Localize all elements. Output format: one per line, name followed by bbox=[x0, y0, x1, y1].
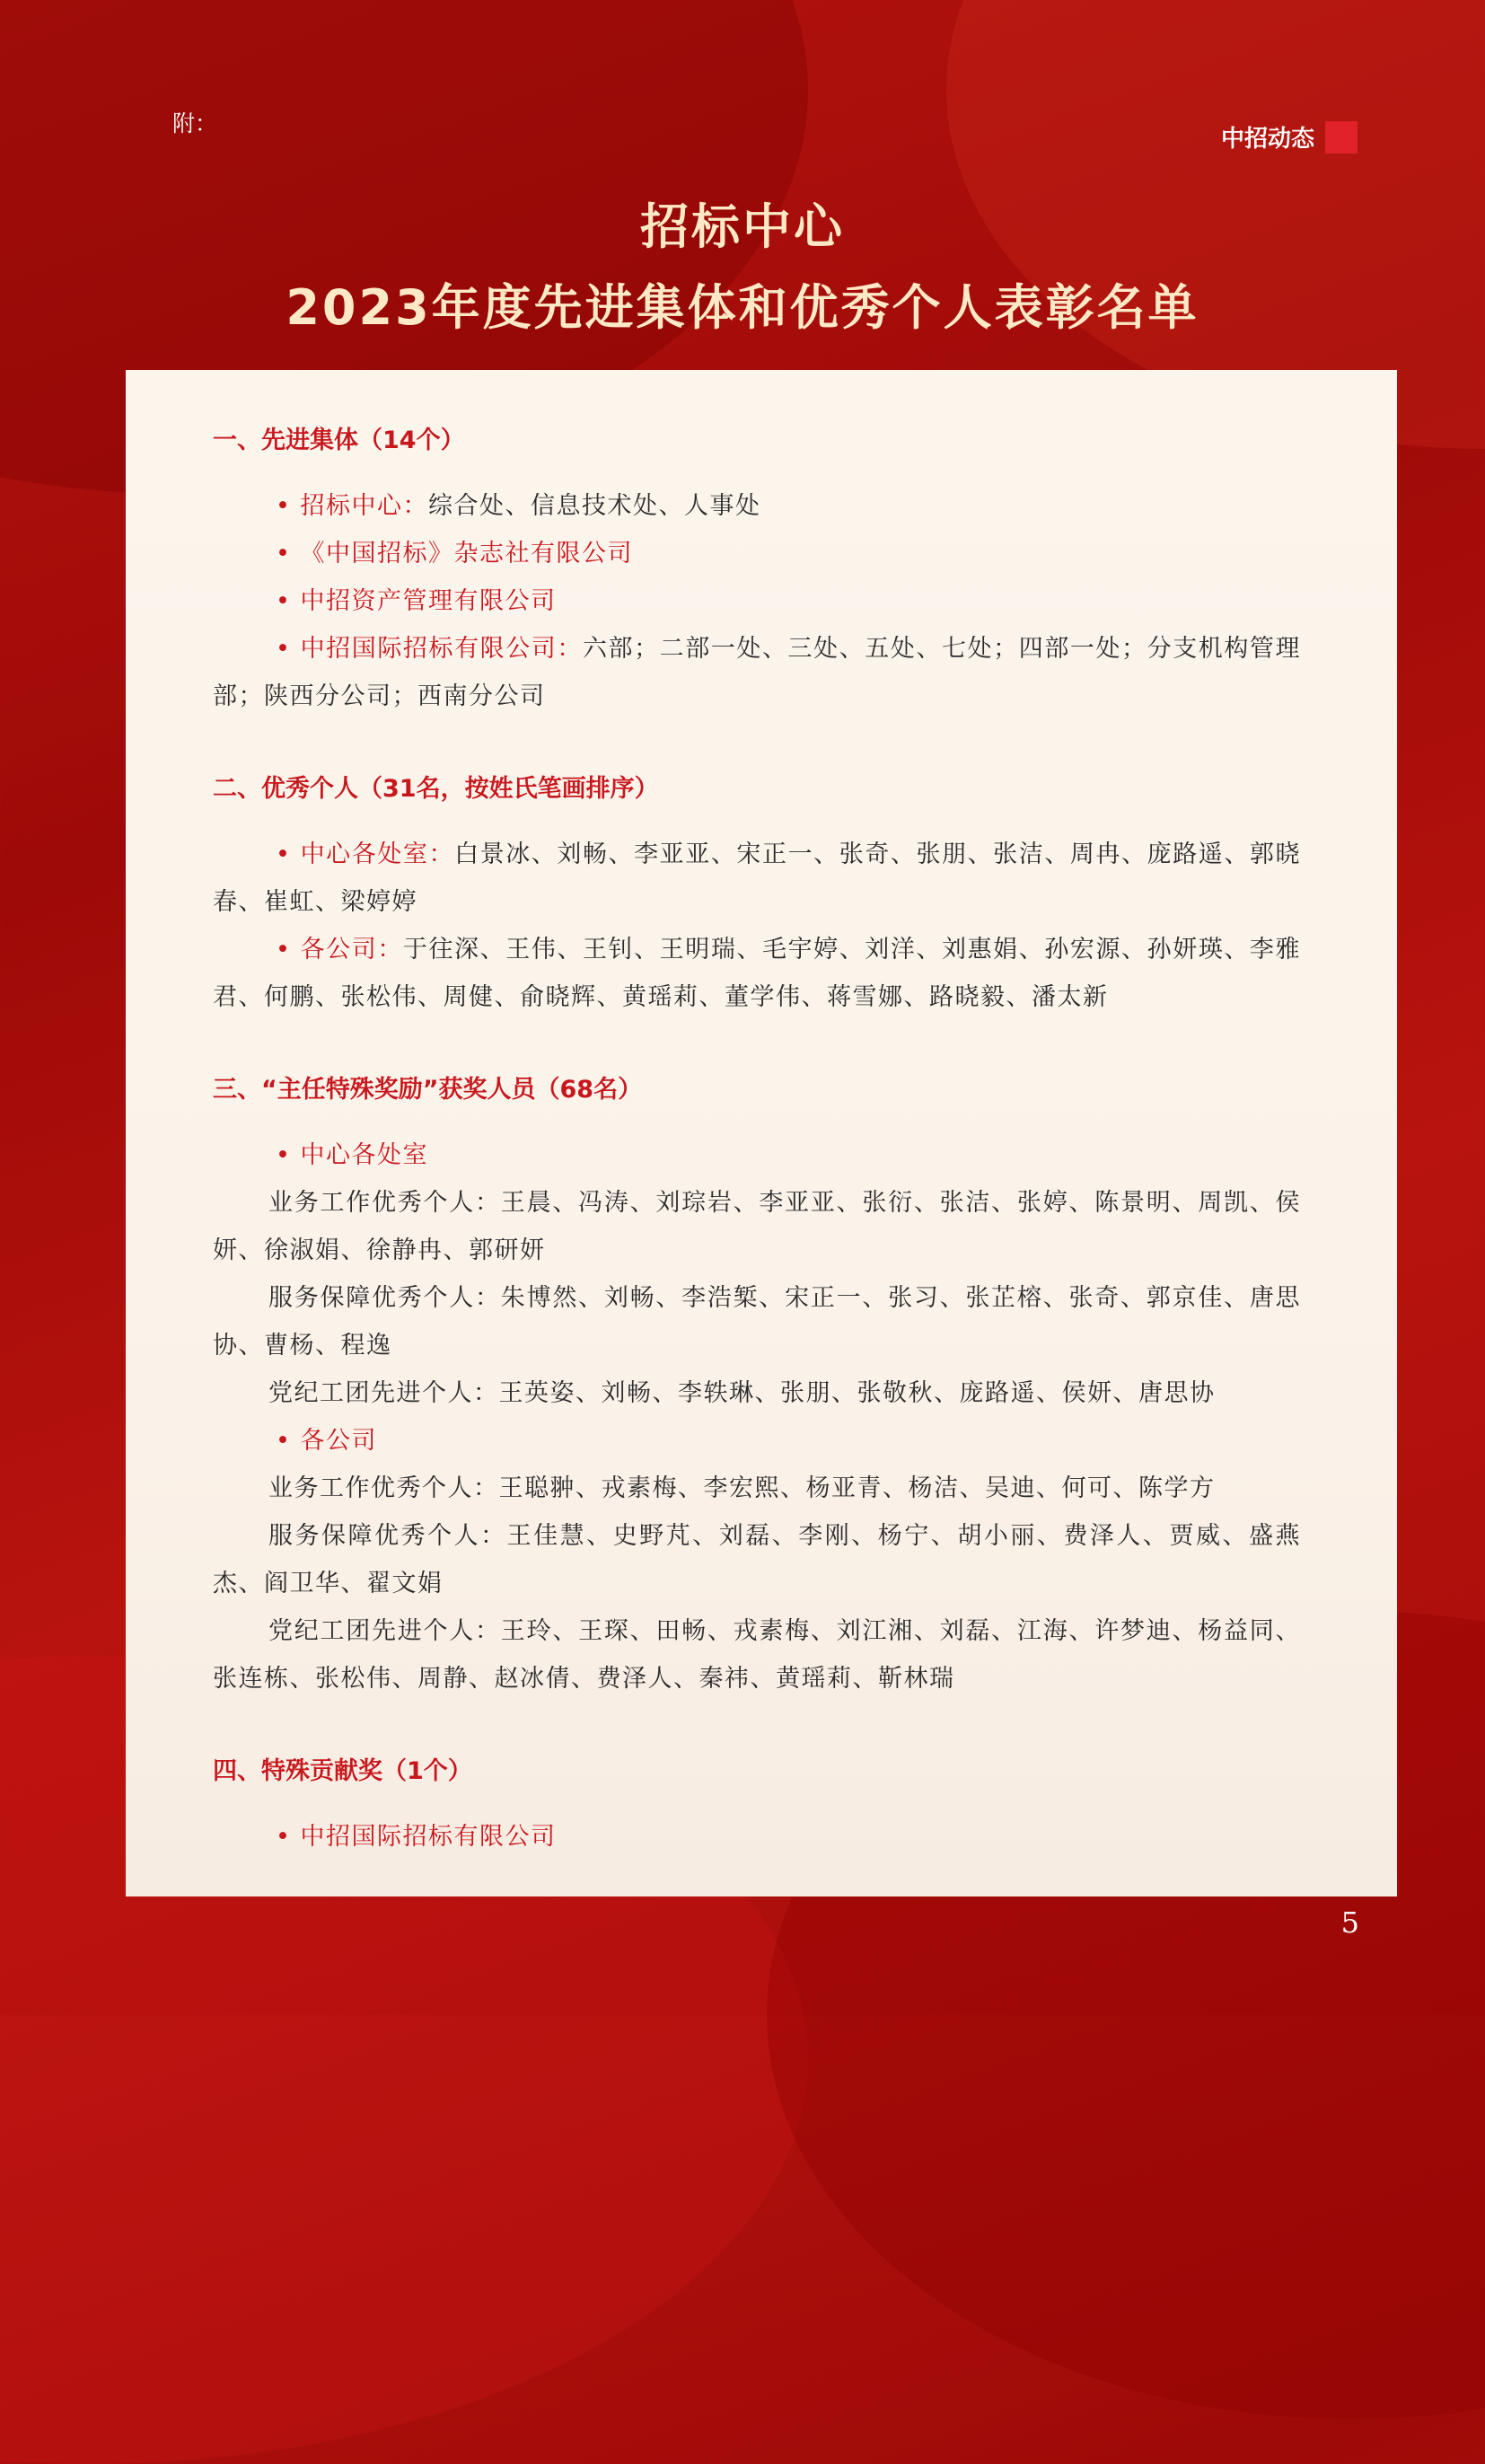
item-text: 白景冰、刘畅、李亚亚、宋正一、张奇、张朋、张洁、周冉、庞路遥、郭晓春、崔虹、梁婷婷 bbox=[213, 840, 1302, 916]
item-label: 中招国际招标有限公司： bbox=[300, 635, 583, 663]
group-label bbox=[213, 1131, 1301, 1179]
section-heading-3: 三、“主任特殊奖励”获奖人员（68名） bbox=[213, 1076, 643, 1104]
page-title-line1: 招标中心 bbox=[640, 198, 845, 255]
item-text: 六部；二部一处、三处、五处、七处；四部一处；分支机构管理部；陕西分公司；西南分公司 bbox=[213, 635, 1302, 710]
section-tag-square-icon bbox=[1325, 121, 1358, 154]
award-line: 党纪工团先进个人：王英姿、刘畅、李轶琳、张朋、张敬秋、庞路遥、侯妍、唐思协 bbox=[268, 1379, 1216, 1407]
award-line: 业务工作优秀个人：王晨、冯涛、刘琮岩、李亚亚、张衍、张洁、张婷、陈景明、周凯、侯妍、徐淑娟、徐静冉、郭研妍 bbox=[213, 1189, 1301, 1264]
list-item bbox=[213, 530, 1301, 577]
group-label-text: 中心各处室 bbox=[300, 1141, 429, 1169]
group-label-text: 各公司 bbox=[300, 1427, 378, 1455]
award-line: 服务保障优秀个人：朱博然、刘畅、李浩椠、宋正一、张习、张芷榕、张奇、郭京佳、唐思协、曹杨、程逸 bbox=[213, 1284, 1301, 1360]
section-tag-text: 中招动态 bbox=[1220, 126, 1314, 153]
list-item bbox=[213, 625, 1301, 720]
section-heading-2: 二、优秀个人（31名，按姓氏笔画排序） bbox=[213, 775, 659, 803]
bullet-icon: • bbox=[276, 840, 292, 868]
item-label: 招标中心： bbox=[300, 492, 429, 520]
page-title-line2: 2023年度先进集体和优秀个人表彰名单 bbox=[286, 279, 1199, 336]
list-item bbox=[213, 1813, 1301, 1861]
list-item bbox=[213, 831, 1301, 926]
item-label: 各公司： bbox=[300, 936, 403, 964]
list-item bbox=[213, 577, 1301, 625]
bullet-icon: • bbox=[276, 492, 292, 520]
bullet-icon: • bbox=[276, 587, 292, 615]
award-line: 服务保障优秀个人：王佳慧、史野芃、刘磊、李刚、杨宁、胡小丽、费泽人、贾威、盛燕杰、阎卫华、翟文娟 bbox=[213, 1522, 1301, 1597]
bullet-icon: • bbox=[276, 1141, 292, 1169]
item-text: 综合处、信息技术处、人事处 bbox=[428, 492, 761, 520]
group-label bbox=[213, 1417, 1301, 1465]
bullet-icon: • bbox=[276, 540, 292, 568]
section-heading-1: 一、先进集体（14个） bbox=[213, 427, 465, 454]
content-body bbox=[213, 417, 1301, 1861]
bullet-icon: • bbox=[276, 635, 292, 663]
award-line: 业务工作优秀个人：王聪翀、戎素梅、李宏熙、杨亚青、杨洁、吴迪、何可、陈学方 bbox=[268, 1474, 1216, 1502]
content-card bbox=[126, 370, 1397, 1896]
item-label: 《中国招标》杂志社有限公司 bbox=[300, 540, 634, 568]
bullet-icon: • bbox=[276, 1823, 292, 1851]
page-number: 5 bbox=[1340, 1905, 1359, 1940]
item-label: 中招国际招标有限公司 bbox=[300, 1823, 557, 1851]
section-heading-4: 四、特殊贡献奖（1个） bbox=[213, 1757, 472, 1785]
list-item bbox=[213, 482, 1301, 530]
item-text: 于往深、王伟、王钊、王明瑞、毛宇婷、刘洋、刘惠娟、孙宏源、孙妍瑛、李雅君、何鹏、张松伟、周健、俞晓辉、黄瑶莉、董学伟、蒋雪娜、路晓毅、潘太新 bbox=[213, 936, 1302, 1011]
attachment-label: 附： bbox=[172, 110, 218, 136]
item-label: 中心各处室： bbox=[300, 840, 455, 868]
section-tag bbox=[1221, 120, 1358, 154]
list-item bbox=[213, 926, 1301, 1021]
bullet-icon: • bbox=[276, 1427, 292, 1455]
item-label: 中招资产管理有限公司 bbox=[300, 587, 557, 615]
award-line: 党纪工团先进个人：王玲、王琛、田畅、戎素梅、刘江湘、刘磊、江海、许梦迪、杨益同、张连栋、张松伟、周静、赵冰倩、费泽人、秦祎、黄瑶莉、靳林瑞 bbox=[213, 1617, 1301, 1693]
bullet-icon: • bbox=[276, 936, 292, 964]
